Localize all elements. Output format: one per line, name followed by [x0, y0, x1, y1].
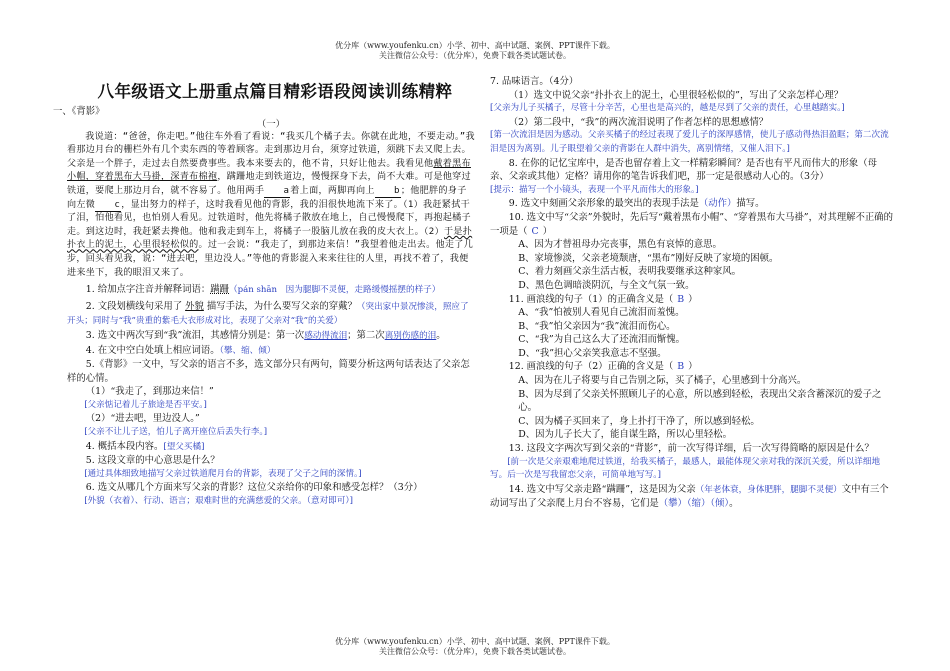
answer-11: B [677, 293, 685, 305]
answer-1: （pán shān 因为腿脚不灵便，走路缓慢摇摆的样子） [229, 285, 441, 296]
option-11-d: D、“我”担心父亲笑我意志不坚强。 [518, 347, 667, 359]
option-10-b: B、家境惨淡，父亲老境颓唐，“黑布”刚好反映了家境的困顿。 [518, 252, 779, 264]
question-2: 2. 文段划横线句采用了 外貌 描写手法，为什么要写父亲的穿戴？（突出家中景况惨淡，照应了开头；同时与“我”贵重的紫毛大衣形成对比，表现了父亲对“我”的关爱） [67, 300, 469, 327]
header-line-1: 优分库（www.youfenku.cn）小学、初中、高中试题、案例、PPT课件下载。 [335, 41, 615, 50]
question-5: 5.《背影》一文中，写父亲的语言不多，选文部分只有两句，简要分析这两句话表达了父亲怎样的心情。 [67, 359, 470, 384]
question-14: 14. 选文中写父亲走路“蹒跚”，这是因为父亲（年老体衰，身体肥胖，腿脚不灵便）文中有三个动词写出了父亲爬上月台不容易，它们是（攀）（缩）（倾）。 [490, 483, 889, 510]
question-10: 10. 选文中写“父亲”外貌时，先后写“戴着黑布小帽”、“穿着黑布大马褂”，对其理解不正确的一项是（ C ） [490, 211, 893, 237]
option-11-c: C、“我”为自己这么大了还流泪而惭愧。 [518, 334, 685, 346]
option-11-b: B、“我”怕父亲因为“我”流泪而伤心。 [518, 320, 676, 332]
answer-8: [提示：描写一个小镜头，表现一个平凡而伟大的形象。] [490, 184, 699, 195]
question-13: 13. 这段文字两次写到父亲的“背影”，前一次写得详细，后一次写得简略的原因是什么？ [508, 443, 874, 455]
answer-12: B [677, 361, 685, 373]
answer-13: [前一次是父亲艰难地爬过铁道，给我买橘子，最感人，最能体现父亲对我的深沉关爱，所以详细地写。后一次是写我留恋父亲，可简单地写写。] [490, 456, 881, 481]
blank-c: c [95, 200, 121, 212]
question-12: 12. 画浪线的句子（2）正确的含义是（ B ） [508, 361, 698, 373]
answer-central-idea: [通过具体细致地描写父亲过铁道爬月台的背影，表现了父子之间的深情。] [84, 468, 362, 479]
option-12-a: A、因为在儿子将要与自己告别之际，买了橘子，心里感到十分高兴。 [518, 375, 807, 387]
reading-passage [67, 131, 475, 281]
option-11-a: A、“我”怕被别人看见自己流泪而羞愧。 [518, 307, 685, 319]
answer-10: C [531, 225, 539, 237]
option-12-c: C、因为橘子买回来了，身上扑打干净了，所以感到轻松。 [518, 415, 760, 427]
dotted-word: 蹒跚 [210, 284, 229, 296]
question-summary: 4. 概括本段内容。[望父买橘] [85, 440, 205, 452]
section-heading: 一、《背影》 [53, 106, 105, 117]
answer-5-sub2: [父亲不让儿子送，怕儿子离开座位后丢失行李。] [84, 427, 268, 438]
right-column [490, 75, 894, 511]
answer-7-sub1: [父亲为儿子买橘子，尽管十分辛苦，心里也是高兴的，越是尽到了父亲的责任，心里越踏实。] [490, 103, 845, 114]
option-12-b: B、因为尽到了父亲关怀照顾儿子的心意，所以感到轻松，表现出父亲含蓄深沉的爱子之心。 [518, 388, 882, 414]
blank-b: b [375, 186, 401, 198]
page-header [0, 41, 950, 61]
part-heading: （一） [256, 118, 286, 130]
footer-line-1: 优分库（www.youfenku.cn）小学、初中、高中试题、案例、PPT课件下载。 [335, 637, 615, 646]
question-5-sub2: （2）“进去吧，里边没人。” [85, 413, 200, 425]
answer-9: （动作） [698, 198, 737, 210]
question-11: 11. 画浪线的句子（1）的正确含义是（ B ） [508, 293, 698, 305]
option-10-c: C、着力刻画父亲生活古板，表明我要继承这种家风。 [518, 266, 741, 278]
question-4: 4. 在文中空白处填上相应词语。（攀、缩、倾） [85, 344, 276, 356]
answer-7-sub2: [第一次流泪是因为感动。父亲买橘子的经过表现了爱儿子的深厚感情，使儿子感动得热泪盈眶；第二次流泪是因为离别。儿子眼望着父亲的背影在人群中消失，离别情绪，又催人泪下。] [490, 130, 889, 154]
answer-14-reason: （年老体衰，身体肥胖，腿脚不灵便） [695, 484, 842, 495]
answer-4: （攀、缩、倾） [219, 345, 276, 356]
answer-14-verb2: （缩） [686, 498, 711, 510]
answer-14-verb3: （倾） [710, 498, 730, 510]
answer-3a: 感动得流泪 [304, 330, 348, 341]
question-1: 1. 给加点字注音并解释词语：蹒跚（pán shān 因为腿脚不灵便，走路缓慢摇摆的样子） [85, 284, 441, 296]
answer-14-verb1: （攀） [658, 498, 687, 510]
question-7: 7. 品味语言。（4分） [490, 76, 579, 87]
answer-aspects: [外貌（衣着）、行动、语言；艰难时世的充满慈爱的父亲。（意对即可）] [84, 496, 353, 507]
answer-2: （突出家中景况惨淡，照应了开头；同时与“我”贵重的紫毛大衣形成对比，表现了父亲对“我”的关爱） [67, 301, 469, 327]
page-footer [0, 637, 950, 657]
question-8: 8. 在你的记忆宝库中，是否也留存着上文一样精彩瞬间？是否也有平凡而伟大的形象（母亲、父亲或其他）定格？请用你的笔告诉我们吧，那一定是很感动人心的。（3分） [490, 157, 877, 183]
question-5-sub1: （1）“我走了，到那边来信！” [85, 386, 214, 398]
option-12-d: D、因为儿子长大了，能自谋生路，所以心里轻松。 [518, 429, 732, 441]
answer-summary: [望父买橘] [163, 441, 205, 452]
header-line-2: 关注微信公众号：（优分库），免费下载各类试题试卷。 [379, 51, 571, 60]
footer-line-2: 关注微信公众号：（优分库），免费下载各类试题试卷。 [379, 647, 571, 656]
question-aspects: 6. 选文从哪几个方面来写父亲的背影？这位父亲给你的印象和感受怎样？（3分） [85, 482, 423, 494]
question-7-sub2: （2）第二段中，“我”的两次流泪说明了作者怎样的思想感情？ [508, 116, 769, 128]
option-10-a: A、因为才替祖母办完丧事，黑色有哀悼的意思。 [518, 239, 722, 251]
fill-answer-2: 外貌 [185, 300, 204, 312]
question-central-idea: 5. 这段文章的中心意思是什么？ [85, 455, 220, 467]
page-title: 八年级语文上册重点篇目精彩语段阅读训练精粹 [97, 82, 453, 101]
answer-3b: 离别伤感的泪 [384, 330, 437, 341]
underlined-sentence: 戴着黑布小帽，穿着黑布大马褂，深青布棉袍 [67, 158, 471, 183]
question-7-sub1: （1）选文中说父亲“扑扑衣上的泥土，心里很轻松似的”，写出了父亲怎样心理？ [508, 89, 844, 101]
blank-a: a [264, 186, 290, 198]
left-column [53, 80, 475, 509]
question-3: 3. 选文中两次写到“我”流泪，其感情分别是：第一次感动得流泪；第二次离别伤感的泪。 [85, 329, 446, 341]
option-10-d: D、黑色色调暗淡阴沉，与全文气氛一致。 [518, 279, 695, 291]
question-9: 9. 选文中刻画父亲形象的最突出的表现手法是（动作）描写。 [508, 198, 765, 210]
wavy-sentence: 于是扑扑衣上的泥土，心里很轻松似的 [67, 226, 473, 251]
answer-5-sub1: [父亲惦记着儿子旅途是否平安。] [84, 399, 207, 410]
passage-paragraph: 我说道：“爸爸，你走吧。”他往车外看了看说：“我买几个橘子去。你就在此地，不要走动。”我看那边月台的栅栏外有几个卖东西的等着顾客。走到那边月台，须穿过铁道，须跳下去又爬上去。父亲是一个胖子，走过去自然要费事些。我本来要去的，他不肯，只好让他去。我看见他戴着黑布小帽，穿着黑布大马褂，深青布棉袍，蹒跚地走到铁道边，慢慢探身下去，尚不大难。可是他穿过铁道，要爬上那边月台，就不容易了。他用两手 a着上面，两脚再向上 b；他肥胖的身子向左微 c，显出努力的样子，这时我看见他的背影，我的泪很快地流下来了。（1）我赶紧拭干了泪，怕他看见，也怕别人看见。过铁道时，他先将橘子散放在地上，自己慢慢爬下，再抱起橘子走。到这边时，我赶紧去搀他。他和我走到车上，将橘子一股脑儿放在我的皮大衣上。（2）于是扑扑衣上的泥土，心里很轻松似的。过一会说：“我走了，到那边来信！”我望着他走出去。他走了几步，回头看见我，说：“进去吧，里边没人。”等他的背影混入来来往往的人里，再找不着了，我便进来坐下，我的眼泪又来了。 [67, 131, 475, 278]
